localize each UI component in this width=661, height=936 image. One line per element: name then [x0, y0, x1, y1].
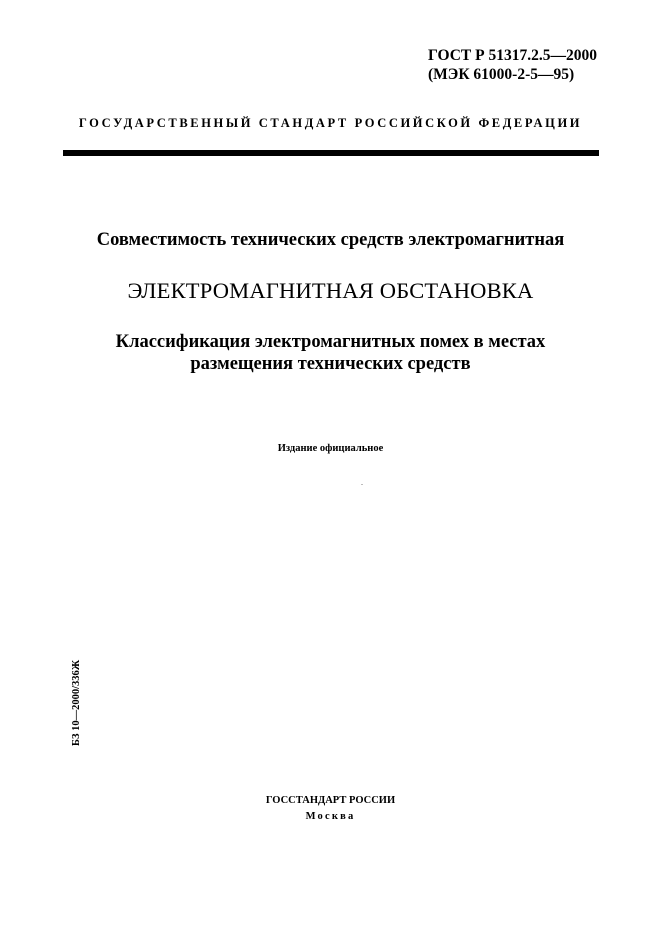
- title-line-3: [40, 331, 621, 375]
- publisher-city: Москва: [305, 811, 356, 822]
- scan-speck: [361, 484, 363, 485]
- title-line-1: Совместимость технических средств электромагнитная: [96, 230, 565, 250]
- edition-label: Издание официальное: [277, 443, 384, 454]
- title-line-3a: Классификация электромагнитных помех в местах: [115, 332, 546, 352]
- publisher-block: [0, 794, 661, 824]
- header-rule: [63, 150, 599, 156]
- side-print-code: БЗ 10—2000/336Ж: [71, 659, 82, 746]
- publisher-org: ГОССТАНДАРТ РОССИИ: [265, 795, 396, 806]
- title-block: [40, 228, 621, 375]
- standard-code: ГОСТ Р 51317.2.5—2000: [428, 47, 597, 64]
- title-line-2: ЭЛЕКТРОМАГНИТНАЯ ОБСТАНОВКА: [127, 278, 534, 303]
- title-line-3b: размещения технических средств: [190, 354, 471, 374]
- iec-code: (МЭК 61000-2-5—95): [428, 66, 575, 83]
- state-standard-header: ГОСУДАРСТВЕННЫЙ СТАНДАРТ РОССИЙСКОЙ ФЕДЕРАЦИИ: [78, 116, 583, 130]
- standard-codes: [428, 46, 597, 84]
